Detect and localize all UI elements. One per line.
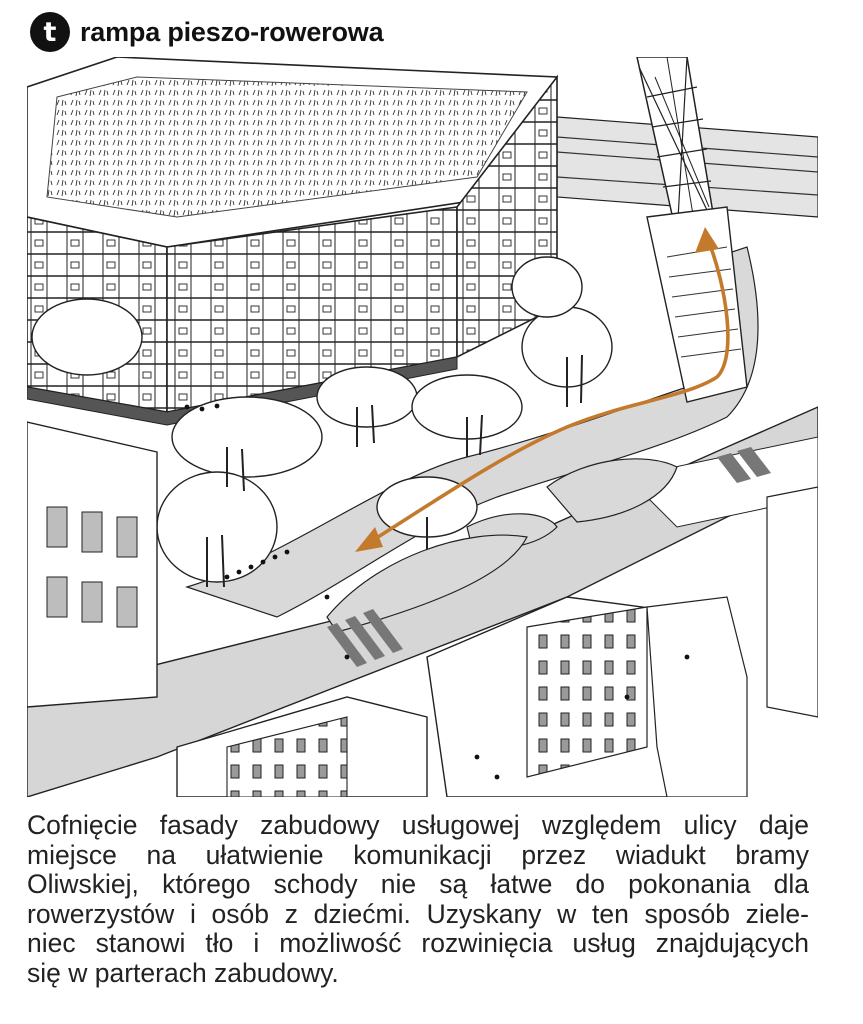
caption-line: Oliwskiej, którego schody nie są łatwe do pokonania dla [27, 869, 809, 899]
caption-line: miejsce na ułatwienie komunikacji przez wiadukt bramy [27, 839, 809, 870]
badge-t-icon [30, 12, 70, 52]
stairs-block [647, 207, 747, 402]
caption-line: Cofnięcie fasady zabudowy usługowej względem ulicy daje [27, 810, 809, 840]
left-buildings [27, 422, 157, 707]
caption-line: rowerzystów i osób z dziećmi. Uzyskany w ten sposób ziele- [27, 898, 809, 929]
sketch-illustration [27, 57, 818, 797]
caption-line: niec stanowi tło i możliwość rozwinięcia usług znajdujących [27, 928, 809, 958]
caption-line: się w parterach zabudowy. [27, 957, 339, 988]
caption-paragraph [27, 811, 809, 988]
header [30, 12, 383, 52]
page-title: rampa pieszo-rowerowa [80, 16, 384, 47]
badge-letter: t [43, 16, 57, 48]
